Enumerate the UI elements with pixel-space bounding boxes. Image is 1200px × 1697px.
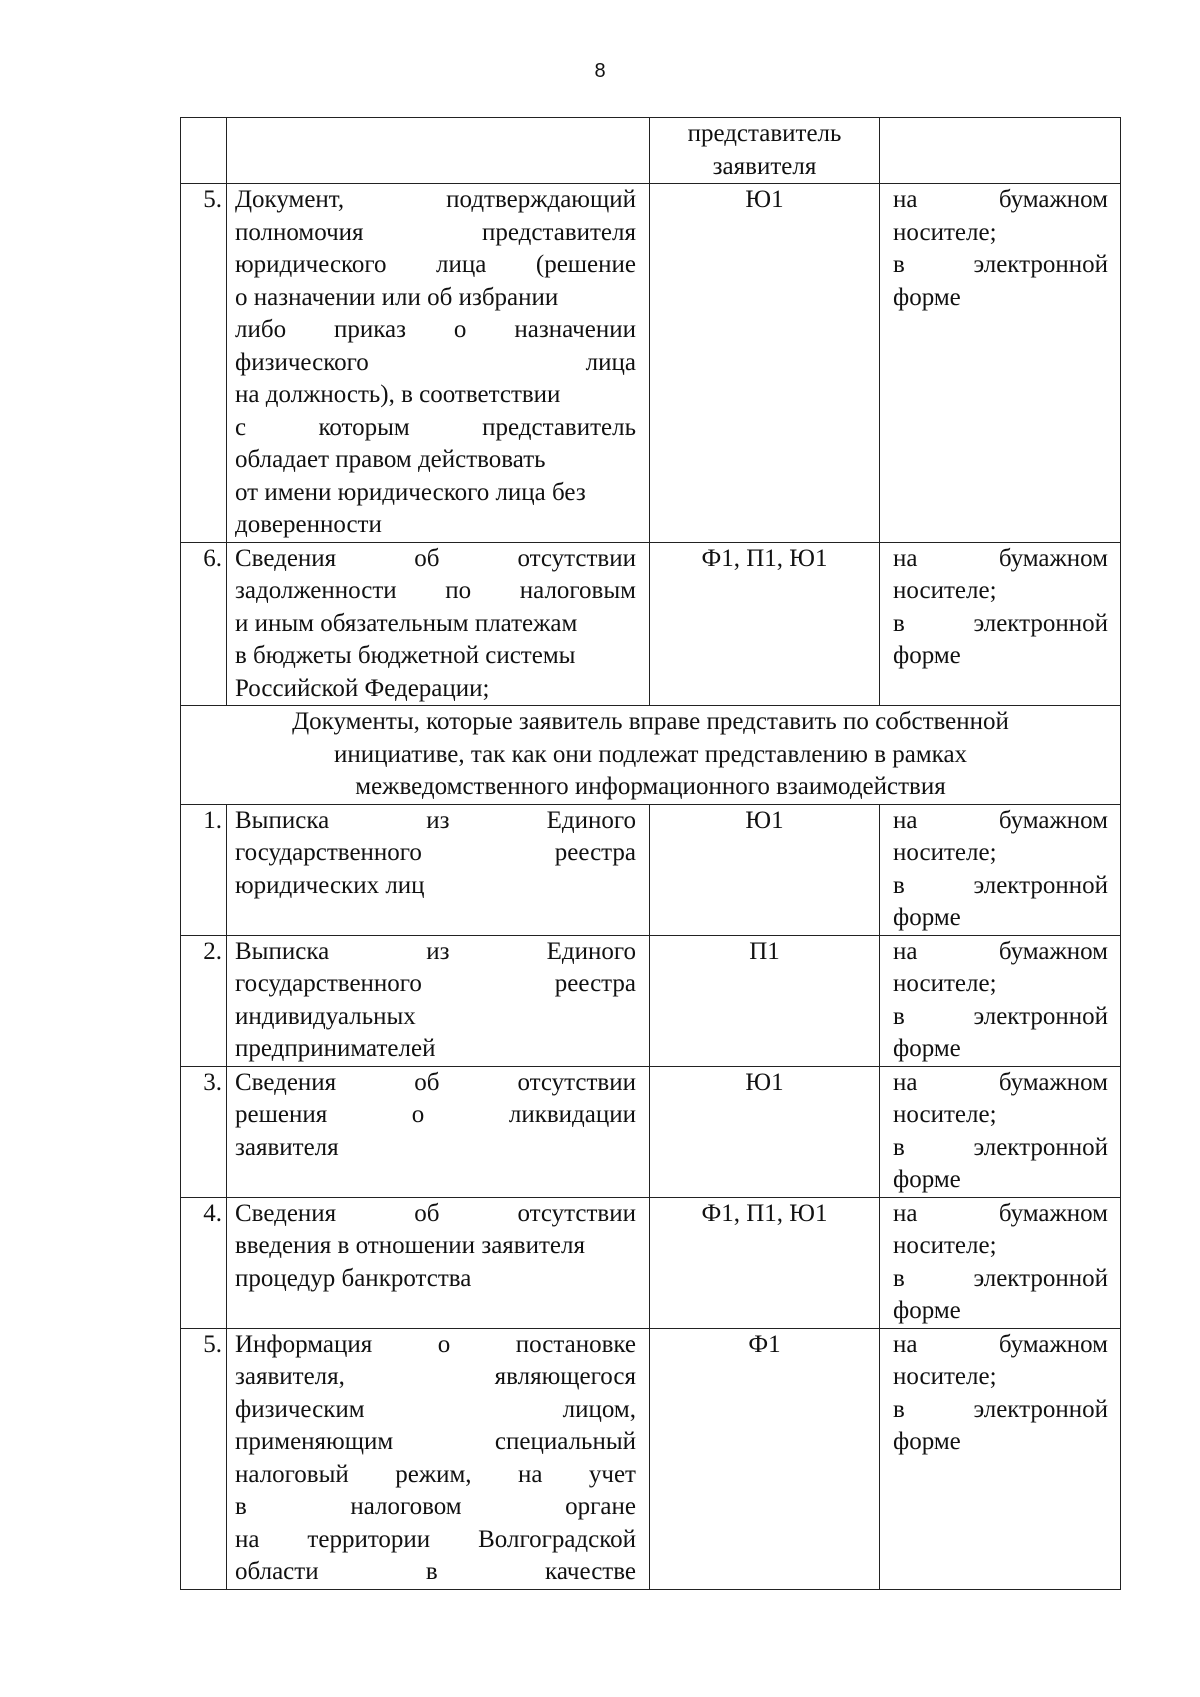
word: в xyxy=(893,1133,905,1161)
word: электронной xyxy=(973,1395,1108,1423)
submission-form-line: носителе; xyxy=(893,1101,997,1128)
submission-form-line xyxy=(893,1001,1108,1034)
word: на xyxy=(893,1199,918,1227)
section-heading-line: инициативе, так как они подлежат представлению в рамках xyxy=(333,740,968,768)
table-row xyxy=(181,542,1121,706)
submission-form-cell xyxy=(880,1197,1121,1328)
word: бумажном xyxy=(998,806,1108,834)
document-name-cell xyxy=(227,935,650,1066)
document-name-cell xyxy=(227,804,650,935)
word: налоговом xyxy=(350,1493,462,1520)
submission-form-line xyxy=(893,1067,1108,1100)
applicant-category-cell: Ю1 xyxy=(650,1066,880,1197)
word: бумажном xyxy=(998,1068,1108,1096)
document-name-cell xyxy=(227,118,650,184)
word: на xyxy=(893,544,918,572)
submission-form-line: носителе; xyxy=(893,970,997,997)
submission-form-line: форме xyxy=(893,1166,961,1193)
submission-form-line: носителе; xyxy=(893,1232,997,1259)
document-name-cell xyxy=(227,542,650,706)
document-name-line xyxy=(235,1329,636,1362)
document-name-line: введения в отношении заявителя xyxy=(235,1232,585,1259)
document-name-line xyxy=(235,217,636,250)
word: физическим xyxy=(235,1395,365,1423)
document-name-line: и иным обязательным платежам xyxy=(235,609,578,637)
word: реестра xyxy=(554,839,636,866)
word: в xyxy=(893,1264,905,1292)
table-row xyxy=(181,1197,1121,1328)
word: бумажном xyxy=(998,186,1108,213)
section-heading-line: межведомственного информационного взаимодействия xyxy=(355,773,946,800)
word: полномочия xyxy=(235,218,364,246)
row-number-cell: 4. xyxy=(181,1197,227,1328)
header-cell-line: представитель xyxy=(687,120,842,147)
word: отсутствии xyxy=(517,1068,636,1096)
document-name-line: юридических лиц xyxy=(235,871,425,899)
submission-form-line: форме xyxy=(893,1035,961,1062)
document-name-cell xyxy=(227,184,650,543)
word: режим, xyxy=(395,1460,472,1488)
word: в xyxy=(893,609,905,637)
document-name-line xyxy=(235,1556,636,1589)
document-name-line xyxy=(235,1491,636,1524)
word: заявителя, xyxy=(235,1363,345,1390)
word: юридического xyxy=(235,251,387,278)
table-row xyxy=(181,1328,1121,1589)
word: налоговым xyxy=(519,577,636,604)
submission-form-line xyxy=(893,1198,1108,1231)
document-name-line xyxy=(235,936,636,969)
document-name-line xyxy=(235,968,636,1001)
document-name-line: Российской Федерации; xyxy=(235,674,490,702)
word: в xyxy=(893,251,905,278)
word: об xyxy=(414,1068,440,1096)
word: Единого xyxy=(546,937,636,965)
word: на xyxy=(235,1525,260,1553)
word: области xyxy=(235,1558,319,1585)
submission-form-line: носителе; xyxy=(893,839,997,866)
word: с xyxy=(235,413,247,441)
submission-form-line xyxy=(893,1132,1108,1165)
word: учет xyxy=(588,1460,636,1488)
submission-form-cell xyxy=(880,184,1121,543)
submission-form-cell xyxy=(880,1328,1121,1589)
document-name-line xyxy=(235,805,636,838)
word: представителя xyxy=(482,218,636,246)
row-number-cell: 5. xyxy=(181,1328,227,1589)
document-name-line: в бюджеты бюджетной системы xyxy=(235,642,576,669)
word: на xyxy=(893,937,918,965)
word: Выписка xyxy=(235,937,330,965)
document-name-line xyxy=(235,543,636,576)
word: являющегося xyxy=(494,1363,636,1390)
word: на xyxy=(893,1068,918,1096)
word: Документ, xyxy=(235,186,345,213)
document-name-line: от имени юридического лица без xyxy=(235,478,586,506)
row-number-cell: 2. xyxy=(181,935,227,1066)
word: Волгоградской xyxy=(478,1525,636,1553)
submission-form-line xyxy=(893,184,1108,217)
submission-form-line xyxy=(893,936,1108,969)
word: в xyxy=(235,1493,247,1520)
document-name-line xyxy=(235,1524,636,1557)
row-number-cell xyxy=(181,118,227,184)
word: представитель xyxy=(482,413,636,441)
submission-form-line: носителе; xyxy=(893,577,997,604)
word: о xyxy=(453,316,467,343)
word: в xyxy=(893,1002,905,1030)
word: ликвидации xyxy=(508,1101,636,1128)
document-name-line: о назначении или об избрании xyxy=(235,283,559,311)
word: бумажном xyxy=(998,1330,1108,1358)
document-name-line xyxy=(235,1459,636,1492)
word: применяющим xyxy=(235,1428,394,1455)
word: бумажном xyxy=(998,544,1108,572)
document-name-line: процедур банкротства xyxy=(235,1264,472,1292)
word: специальный xyxy=(494,1428,636,1455)
word: решения xyxy=(235,1101,328,1128)
document-name-line xyxy=(235,249,636,282)
word: лицом, xyxy=(562,1395,636,1423)
submission-form-cell xyxy=(880,804,1121,935)
submission-form-line xyxy=(893,870,1108,903)
document-name-line: на должность), в соответствии xyxy=(235,381,561,408)
word: Единого xyxy=(546,806,636,834)
word: территории xyxy=(307,1525,431,1553)
applicant-category-cell: П1 xyxy=(650,935,880,1066)
word: задолженности xyxy=(235,577,397,604)
table-row xyxy=(181,118,1121,184)
word: электронной xyxy=(973,1264,1108,1292)
submission-form-cell xyxy=(880,1066,1121,1197)
word: Сведения xyxy=(235,1199,337,1227)
row-number-cell: 6. xyxy=(181,542,227,706)
applicant-category-cell: Ф1, П1, Ю1 xyxy=(650,1197,880,1328)
word: электронной xyxy=(973,1133,1108,1161)
document-name-line: доверенности xyxy=(235,511,382,538)
document-name-cell xyxy=(227,1197,650,1328)
word: либо xyxy=(235,316,287,343)
document-name-line xyxy=(235,1198,636,1231)
page-number: 8 xyxy=(594,60,606,82)
word: назначении xyxy=(514,316,636,343)
table-row xyxy=(181,1066,1121,1197)
word: бумажном xyxy=(998,1199,1108,1227)
word: отсутствии xyxy=(517,1199,636,1227)
section-heading xyxy=(181,706,1121,805)
submission-form-line xyxy=(893,1263,1108,1296)
submission-form-line: форме xyxy=(893,1297,961,1324)
submission-form-cell xyxy=(880,118,1121,184)
document-name-line xyxy=(235,1099,636,1132)
table-row xyxy=(181,935,1121,1066)
submission-form-cell xyxy=(880,542,1121,706)
table-row xyxy=(181,804,1121,935)
word: которым xyxy=(318,413,410,441)
word: подтверждающий xyxy=(446,186,636,213)
header-cell-line: заявителя xyxy=(712,152,817,180)
submission-form-cell xyxy=(880,935,1121,1066)
submission-form-line xyxy=(893,608,1108,641)
submission-form-line: форме xyxy=(893,642,961,669)
word: качестве xyxy=(545,1558,636,1585)
document-name-line: предпринимателей xyxy=(235,1035,436,1062)
word: на xyxy=(893,186,918,213)
document-name-line xyxy=(235,314,636,347)
word: лица xyxy=(436,251,487,278)
applicant-category-cell: Ю1 xyxy=(650,804,880,935)
submission-form-line xyxy=(893,805,1108,838)
word: о xyxy=(437,1330,451,1358)
row-number-cell: 5. xyxy=(181,184,227,543)
word: постановке xyxy=(515,1330,636,1358)
document-name-line xyxy=(235,837,636,870)
applicant-category-cell: Ю1 xyxy=(650,184,880,543)
row-number-cell: 1. xyxy=(181,804,227,935)
submission-form-line: форме xyxy=(893,283,961,311)
row-number-cell: 3. xyxy=(181,1066,227,1197)
word: государственного xyxy=(235,970,422,997)
word: Сведения xyxy=(235,544,337,572)
word: приказ xyxy=(334,316,406,343)
word: электронной xyxy=(973,1002,1108,1030)
word: реестра xyxy=(554,970,636,997)
submission-form-line xyxy=(893,249,1108,282)
word: о xyxy=(411,1101,425,1128)
document-name-line xyxy=(235,1394,636,1427)
word: об xyxy=(414,544,440,572)
submission-form-line: носителе; xyxy=(893,1363,997,1390)
submission-form-line: форме xyxy=(893,904,961,931)
submission-form-line: носителе; xyxy=(893,218,997,246)
word: в xyxy=(893,1395,905,1423)
word: налоговый xyxy=(235,1460,349,1488)
word: Выписка xyxy=(235,806,330,834)
documents-table xyxy=(180,117,1121,1590)
word: (решение xyxy=(535,251,636,278)
word: отсутствии xyxy=(517,544,636,572)
word: на xyxy=(893,1330,918,1358)
word: на xyxy=(893,806,918,834)
submission-form-line: форме xyxy=(893,1428,961,1455)
document-name-line xyxy=(235,1426,636,1459)
submission-form-line xyxy=(893,1394,1108,1427)
document-name-line: обладает правом действовать xyxy=(235,446,546,473)
section-heading-row xyxy=(181,706,1121,805)
word: электронной xyxy=(973,251,1108,278)
word: электронной xyxy=(973,609,1108,637)
word: из xyxy=(426,806,450,834)
document-name-cell xyxy=(227,1066,650,1197)
word: Сведения xyxy=(235,1068,337,1096)
document-name-line xyxy=(235,575,636,608)
document-name-line xyxy=(235,412,636,445)
document-name-line xyxy=(235,347,636,380)
word: об xyxy=(414,1199,440,1227)
word: лица xyxy=(585,348,636,376)
word: по xyxy=(445,577,472,604)
word: бумажном xyxy=(998,937,1108,965)
document-name-line: заявителя xyxy=(235,1133,339,1161)
submission-form-line xyxy=(893,1329,1108,1362)
document-name-line xyxy=(235,1361,636,1394)
section-heading-line: Документы, которые заявитель вправе представить по собственной xyxy=(292,708,1009,735)
submission-form-line xyxy=(893,543,1108,576)
document-name-line xyxy=(235,184,636,217)
applicant-category-cell xyxy=(650,118,880,184)
applicant-category-cell: Ф1 xyxy=(650,1328,880,1589)
document-name-line: индивидуальных xyxy=(235,1002,416,1030)
document-name-line xyxy=(235,1067,636,1100)
word: физического xyxy=(235,348,369,376)
word: электронной xyxy=(973,871,1108,899)
word: органе xyxy=(565,1493,636,1520)
word: на xyxy=(517,1460,543,1488)
document-name-cell xyxy=(227,1328,650,1589)
word: из xyxy=(426,937,450,965)
table-row xyxy=(181,184,1121,543)
word: государственного xyxy=(235,839,422,866)
word: Информация xyxy=(235,1330,373,1358)
applicant-category-cell: Ф1, П1, Ю1 xyxy=(650,542,880,706)
word: в xyxy=(893,871,905,899)
word: в xyxy=(425,1558,438,1585)
